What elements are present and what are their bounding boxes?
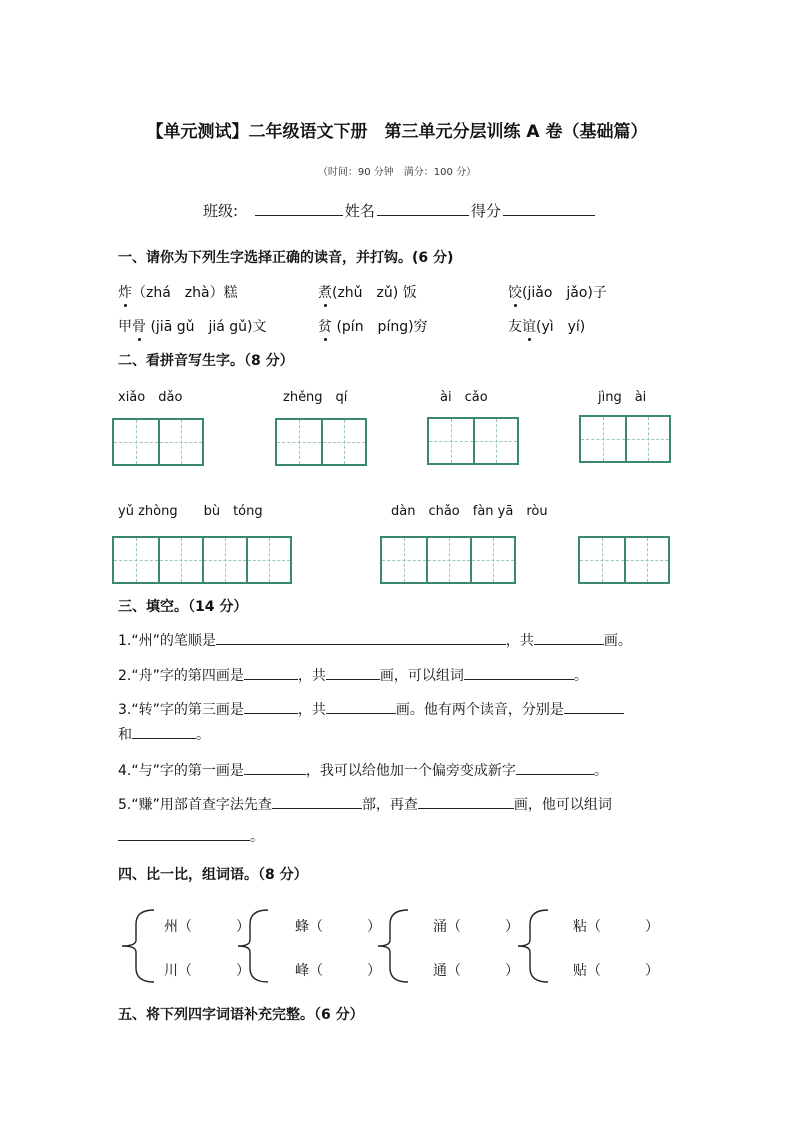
compare-word-item[interactable]: 峰（ ） <box>295 963 381 979</box>
compare-word-item[interactable]: 通（ ） <box>433 963 519 979</box>
answer-blank[interactable] <box>516 760 594 775</box>
answer-blank[interactable] <box>534 630 604 645</box>
fill-question-3: 3.“转”字的第三画是 ，共 画。他有两个读音，分别是 <box>118 699 624 719</box>
pinyin-label: xiǎo dǎo <box>118 390 183 405</box>
writing-grid[interactable] <box>579 415 671 463</box>
name-label: 姓名 <box>344 202 375 220</box>
fill-question-4: 4.“与”字的第一画是 ，我可以给他加一个偏旁变成新字 。 <box>118 760 608 780</box>
writing-grid[interactable] <box>380 536 516 584</box>
answer-blank[interactable] <box>326 699 396 714</box>
section-1-heading: 一、请你为下列生字选择正确的读音，并打钩。(6 分) <box>118 250 454 266</box>
answer-blank[interactable] <box>326 665 380 680</box>
compare-word-item[interactable]: 州（ ） <box>164 919 250 935</box>
pinyin-choice-item[interactable]: 炸（zhá zhà）糕 <box>118 282 238 302</box>
class-label: 班级: <box>203 202 239 220</box>
answer-blank[interactable] <box>216 630 506 645</box>
fill-question-1: 1.“州”的笔顺是 ，共 画。 <box>118 630 632 650</box>
writing-grid[interactable] <box>112 536 292 584</box>
answer-blank[interactable] <box>118 826 250 841</box>
writing-grid[interactable] <box>578 536 670 584</box>
pinyin-choice-item[interactable]: 友谊(yì yí) <box>508 316 585 336</box>
fill-question-5: 5.“赚”用部首查字法先查 部，再查 画，他可以组词 <box>118 794 612 814</box>
pinyin-choice-item[interactable]: 饺(jiǎo jǎo)子 <box>508 282 607 302</box>
pinyin-choice-item[interactable]: 甲骨 (jiā gǔ jiá gǔ)文 <box>118 316 267 336</box>
page-title: 【单元测试】二年级语文下册 第三单元分层训练 A 卷（基础篇） <box>146 122 648 142</box>
section-3-heading: 三、填空。（14 分） <box>118 599 248 615</box>
compare-word-item[interactable]: 蜂（ ） <box>295 919 381 935</box>
answer-blank[interactable] <box>244 665 298 680</box>
fill-question-2: 2.“舟”字的第四画是 ，共 画，可以组词 。 <box>118 665 588 685</box>
pinyin-label: jìng ài <box>598 390 647 405</box>
fill-question-5-cont: 。 <box>118 826 264 846</box>
section-4-heading: 四、比一比，组词语。（8 分） <box>118 867 308 883</box>
section-5-heading: 五、将下列四字词语补充完整。（6 分） <box>118 1007 364 1023</box>
student-info-line <box>203 200 597 221</box>
writing-grid[interactable] <box>427 417 519 465</box>
answer-blank[interactable] <box>244 699 298 714</box>
answer-blank[interactable] <box>272 794 362 809</box>
answer-blank[interactable] <box>132 724 196 739</box>
score-label: 得分 <box>470 202 501 220</box>
writing-grid[interactable] <box>275 418 367 466</box>
pinyin-label: dàn chǎo fàn yā ròu <box>391 504 548 519</box>
answer-blank[interactable] <box>244 760 306 775</box>
answer-blank[interactable] <box>564 699 624 714</box>
answer-blank[interactable] <box>418 794 514 809</box>
compare-word-item[interactable]: 贴（ ） <box>573 963 659 979</box>
pinyin-choice-item[interactable]: 贫 (pín píng)穷 <box>318 316 428 336</box>
class-blank[interactable] <box>255 200 343 216</box>
name-blank[interactable] <box>377 200 469 216</box>
pinyin-label: zhěng qí <box>283 390 348 405</box>
pinyin-label: ài cǎo <box>440 390 488 405</box>
pinyin-choice-item[interactable]: 煮(zhǔ zǔ) 饭 <box>318 282 417 302</box>
compare-word-item[interactable]: 粘（ ） <box>573 919 659 935</box>
fill-question-3-cont: 和 。 <box>118 724 210 744</box>
pinyin-label: yǔ zhòng bù tóng <box>118 504 263 519</box>
compare-word-item[interactable]: 涌（ ） <box>433 919 519 935</box>
exam-meta: （时间：90 分钟 满分：100 分） <box>317 167 477 178</box>
compare-word-item[interactable]: 川（ ） <box>164 963 250 979</box>
writing-grid[interactable] <box>112 418 204 466</box>
score-blank[interactable] <box>503 200 595 216</box>
answer-blank[interactable] <box>464 665 574 680</box>
section-2-heading: 二、看拼音写生字。（8 分） <box>118 353 294 369</box>
